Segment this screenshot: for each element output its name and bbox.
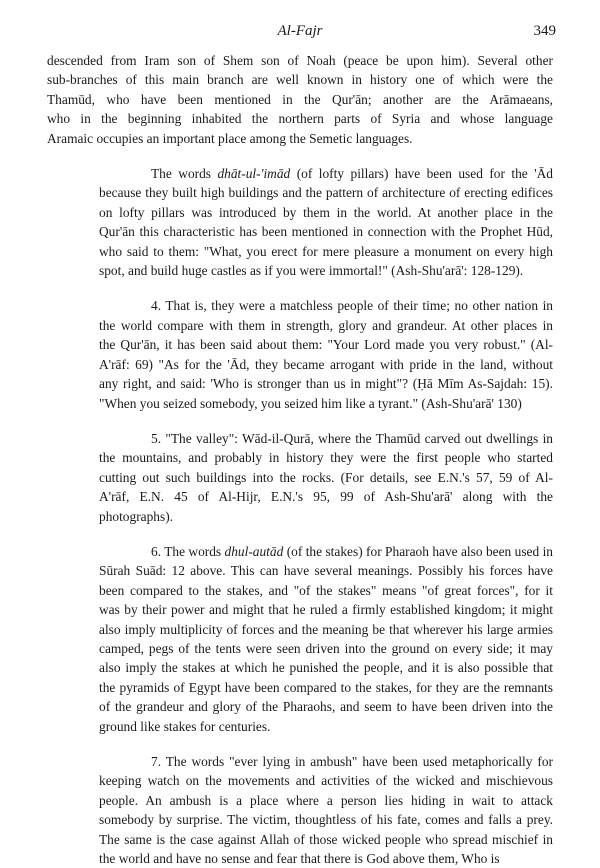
text-line: any right, and said: 'Who is stronger than us in might"? (Ḥā Mīm As-Sajdah: 15).	[99, 376, 553, 392]
text-line: descended from Iram son of Shem son of Noah (peace be upon him). Several other	[47, 53, 553, 68]
paragraph-2	[47, 164, 553, 280]
note-6	[47, 542, 553, 736]
text-line: because they built high buildings and the pattern of architecture of erecting edifices	[99, 185, 553, 201]
page-number: 349	[533, 23, 556, 39]
text-line: The same is the case against Allah of those wicked people who spread mischief in	[99, 831, 553, 847]
text-line: been compared to the stakes, and "of the stakes" means "of great forces", for it	[99, 582, 553, 598]
text-line: also imply the stakes at which he punished the people, and it is also possible that	[99, 660, 553, 676]
text-line: Sūrah Suād: 12 above. This can have several meanings. Possibly his forces have	[99, 563, 553, 579]
text-line: Qur'ān this characteristic has been mentioned in connection with the Prophet Hūd,	[99, 224, 553, 240]
paragraph-1	[47, 51, 553, 148]
text-line: camped, pegs of the tents were seen driven into the ground on every side; it may	[99, 640, 553, 656]
text-line: Aramaic occupies an important place among the Semetic languages.	[47, 130, 413, 146]
text-line: ground like stakes for centuries.	[99, 718, 271, 734]
text-line: also imply multiplicity of forces and the meaning be that wherever his large armies	[99, 621, 553, 637]
text-line: 7. The words "ever lying in ambush" have been used metaphorically for	[151, 754, 553, 769]
text-line: the mountains, and probably in history they were the first people who started	[99, 450, 553, 466]
text-line: people. An ambush is a place where a person lies hiding in wait to attack	[99, 792, 553, 808]
text-line: the pyramids of Egypt have been compared to the stakes, for they are the remnants	[99, 679, 553, 695]
text-line: 6. The words dhul-autād (of the stakes) for Pharaoh have also been used in	[151, 543, 553, 559]
note-4	[47, 296, 553, 412]
text-line: Thamūd, who have been mentioned in the Qur'ān; another are the Arāmaeans,	[47, 91, 553, 107]
running-title: Al-Fajr	[277, 23, 323, 39]
text-line: sub-branches of this main branch are well known in history one of which were the	[47, 72, 553, 88]
text-line: spot, and build huge castles as if you were immortal!" (Ash-Shu'arā': 128-129).	[99, 263, 524, 279]
text-line: A'rāf, E.N. 45 of Al-Hijr, E.N.'s 95, 99 of Ash-Shu'arā' along with the	[99, 489, 553, 505]
text-line: A'rāf: 69) "As for the 'Ād, they became arrogant with pride in the land, without	[99, 356, 553, 372]
text-line: keeping watch on the movements and activities of the wicked and mischievous	[99, 773, 553, 789]
text-line: the Qur'ān, it has been said about them: "Your Lord made you very robust." (Al-	[99, 337, 553, 353]
text-line: who in the beginning inhabited the northern parts of Syria and whose language	[47, 111, 553, 127]
note-5	[47, 429, 553, 526]
text-line: who said to them: "What, you erect for mere pleasure a monument on every high	[99, 243, 553, 259]
italic-term: dhāt-ul-'imād	[217, 166, 291, 182]
text-line: the world compare with them in strength, glory and grandeur. At other places in	[99, 317, 553, 333]
text-line: 4. That is, they were a matchless people of their time; no other nation in	[151, 298, 553, 314]
note-7	[47, 752, 553, 868]
text-line: on lofty pillars was introduced by them in the world. At another place in the	[99, 204, 553, 220]
text-line: 5. "The valley": Wād-il-Qurā, where the Thamūd carved out dwellings in	[151, 430, 553, 446]
text-line: photographs).	[99, 508, 174, 524]
text-line: the world and have no sense and fear that there is God above them, Who is	[99, 851, 500, 867]
text-line: of the grandeur and glory of the Pharaohs, and seem to have been driven into the	[99, 699, 553, 715]
text-line: cutting out such buildings into the rocks. (For details, see E.N.'s 57, 59 of Al-	[99, 469, 553, 485]
body-text	[47, 51, 553, 868]
text-line: somebody by surprise. The victim, thoughtless of his fate, comes and falls a prey.	[99, 812, 553, 828]
italic-term: dhul-autād	[224, 543, 284, 559]
text-line: was by their power and might that he ruled a firmly established kingdom; it might	[99, 602, 553, 618]
text-line: The words dhāt-ul-'imād (of lofty pillars) have been used for the 'Ād	[151, 166, 553, 182]
text-line: "When you seized somebody, you seized him like a tyrant." (Ash-Shu'arā' 130)	[99, 395, 522, 411]
